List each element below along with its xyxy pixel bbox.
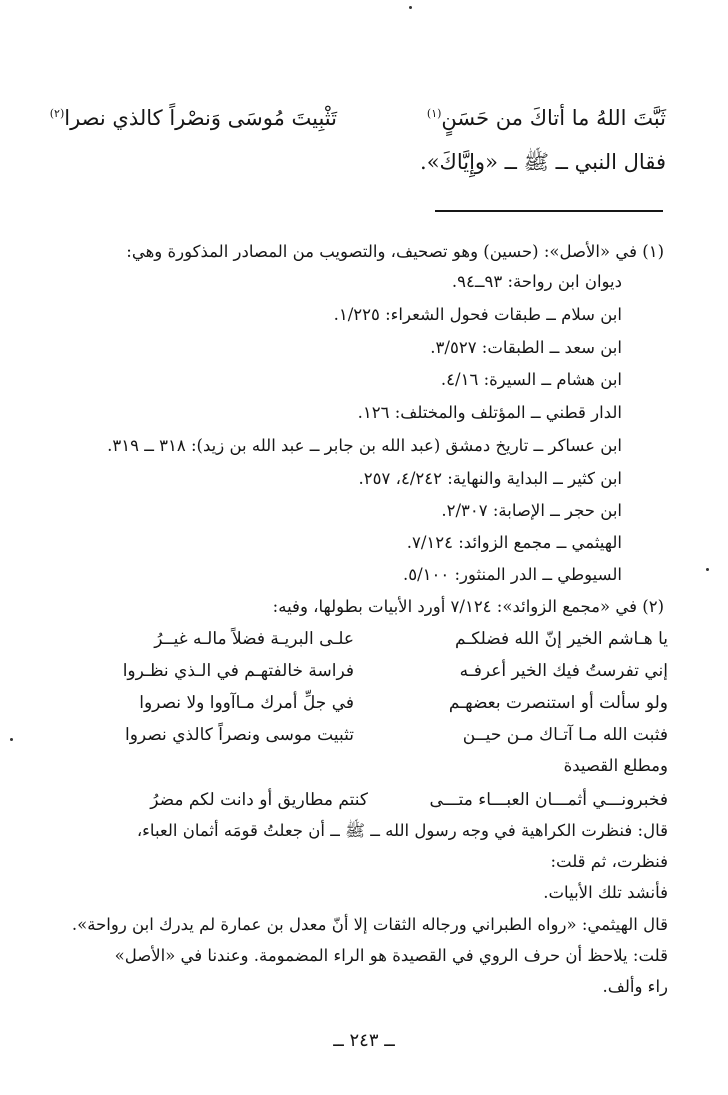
- footnote-ref-2: (٢): [49, 107, 65, 120]
- narration-line: قال الهيثمي: «رواه الطبراني ورجاله الثقات إلا أنّ معدل بن عمارة لم يدرك ابن رواحة».: [71, 915, 668, 934]
- source-line: ابن عساكر ــ تاريخ دمشق (عبد الله بن جابر ــ عبد الله بن زيد): ٣١٨ ــ ٣١٩.: [107, 436, 622, 455]
- opening-verse-first-half: فخبرونـــي أثمـــان العبـــاء متـــى: [429, 790, 668, 810]
- source-line: الدار قطني ــ المؤتلف والمختلف: ١٢٦.: [357, 403, 622, 422]
- verse-first-half-text: ثَبَّتَ اللهُ ما أتاكَ من حَسَنٍ: [441, 106, 666, 130]
- quoted-verse-first-half: يا هـاشم الخير إنّ الله فضلكـم: [454, 629, 668, 649]
- footnote-ref-1: (١): [426, 107, 442, 120]
- narration-line: قال: فنظرت الكراهية في وجه رسول الله ــ ﷺ ــ أن جعلتُ قومَه أثمان العباء،: [136, 821, 668, 840]
- source-line: ابن كثير ــ البداية والنهاية: ٤/٢٤٢، ٢٥٧.: [358, 469, 622, 488]
- scan-dot-right: [706, 568, 709, 571]
- verse-second-half: [50, 104, 337, 132]
- narration-line: راء وألف.: [602, 977, 668, 996]
- footnote-2-intro: (٢) في «مجمع الزوائد»: ٧/١٢٤ أورد الأبيات بطولها، وفيه:: [272, 597, 664, 616]
- opening-verse-second-half: كنتم مطاريق أو دانت لكم مضرُ: [150, 790, 368, 810]
- page-number: ــ ٢٤٣ ــ: [333, 1030, 395, 1051]
- quoted-verse-first-half: ولو سألت أو استنصرت بعضهـم: [448, 693, 668, 713]
- footnote-separator: [435, 210, 663, 212]
- scan-dot-top: [409, 6, 412, 9]
- source-line: الهيثمي ــ مجمع الزوائد: ٧/١٢٤.: [406, 533, 622, 552]
- narration-line: فنظرت، ثم قلت:: [550, 852, 668, 871]
- source-line: ديوان ابن رواحة: ٩٣ــ٩٤.: [451, 272, 622, 291]
- source-line: ابن سعد ــ الطبقات: ٣/٥٢٧.: [430, 338, 622, 357]
- quoted-verse-second-half: علـى البريـة فضلاً مالـه غيــرُ: [154, 629, 354, 649]
- footnote-1-intro: (١) في «الأصل»: (حسين) وهو تصحيف، والتصويب من المصادر المذكورة وهي:: [126, 242, 664, 261]
- opening-label: ومطلع القصيدة: [563, 756, 668, 775]
- quoted-verse-first-half: فثبت الله مـا آتـاك مـن حيــن: [462, 725, 668, 745]
- quoted-verse-second-half: فراسة خالفتهـم في الـذي نظـروا: [122, 661, 354, 681]
- prophet-reply: فقال النبي ــ ﷺ ــ «وإِيَّاكَ».: [420, 150, 666, 174]
- verse-second-half-text: تَثْبِيتَ مُوسَى وَنصْراً كالذي نصرا: [64, 106, 337, 130]
- quoted-verse-second-half: تثبيت موسى ونصراً كالذي نصروا: [125, 725, 354, 745]
- quoted-verse-first-half: إني تفرستُ فيك الخير أعرفـه: [459, 661, 668, 681]
- narration-line: قلت: يلاحظ أن حرف الروي في القصيدة هو الراء المضمومة. وعندنا في «الأصل»: [114, 946, 668, 965]
- verse-first-half: [427, 104, 666, 132]
- narration-line: فأنشد تلك الأبيات.: [543, 883, 668, 902]
- source-line: ابن سلام ــ طبقات فحول الشعراء: ١/٢٢٥.: [333, 305, 622, 324]
- source-line: ابن حجر ــ الإصابة: ٢/٣٠٧.: [441, 501, 622, 520]
- quoted-verse-second-half: في جلِّ أمرك مـاآووا ولا نصروا: [139, 693, 354, 713]
- source-line: السيوطي ــ الدر المنثور: ٥/١٠٠.: [402, 565, 622, 584]
- scan-dot-left: [10, 738, 13, 741]
- source-line: ابن هشام ــ السيرة: ٤/١٦.: [440, 370, 622, 389]
